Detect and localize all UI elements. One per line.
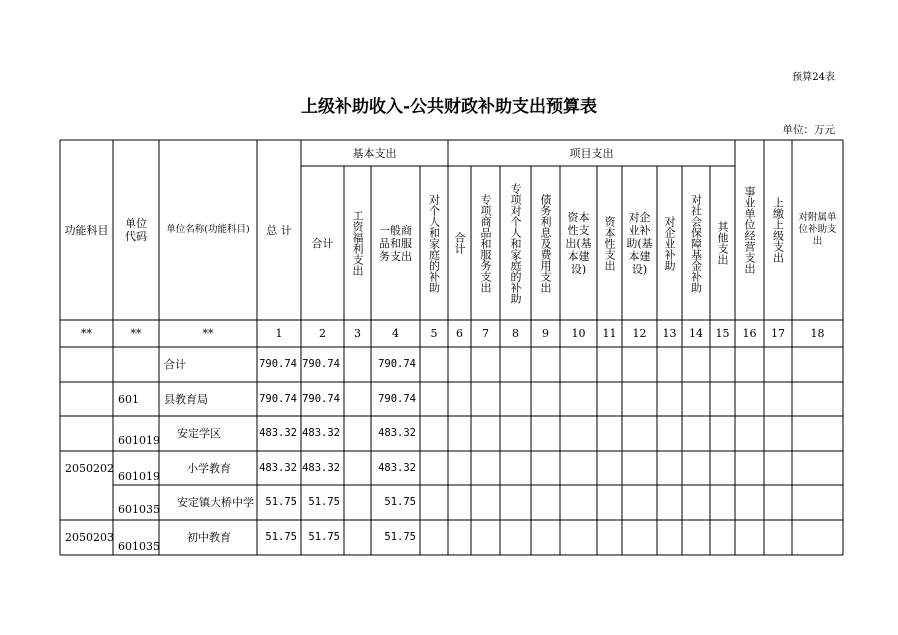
index-cell: ** [202,327,214,340]
row-general: 51.75 [384,496,416,508]
header-total: 总 计 [266,223,292,237]
row-name: 安定学区 [177,427,221,440]
row-name: 合计 [164,358,186,371]
header-special-goods: 专项商品和服务支出 [479,193,492,293]
row-code: 601019 [118,434,160,447]
row-basic-total: 483.32 [302,461,340,474]
row-code: 601035 [118,540,160,553]
header-social: 对社会保障基金补助 [689,193,703,293]
index-cell: 4 [392,327,399,340]
header-upper: 上缴上级支出 [771,197,785,263]
index-cell: 3 [354,327,361,340]
index-cell: 14 [689,327,703,340]
index-cell: ** [81,327,92,340]
header-debt: 债务利息及费用支出 [539,193,552,293]
row-total: 790.74 [259,358,297,370]
index-cell: 15 [715,327,730,340]
form-number: 预算24表 [792,72,835,83]
row-total: 483.32 [259,461,297,474]
header-other: 其他支出 [716,221,729,265]
index-cell: 8 [512,327,519,340]
row-name: 小学教育 [187,461,231,475]
index-cell: 6 [456,327,463,340]
header-unit-name: 单位名称(功能科目) [166,224,250,235]
row-name: 初中教育 [187,531,231,544]
row-basic-total: 790.74 [302,392,340,405]
index-cell: 9 [542,327,549,340]
header-capital: 资本性支出 [603,215,616,271]
header-func-subject: 功能科目 [64,223,109,237]
header-basic-group: 基本支出 [352,146,397,160]
row-code: 601035 [118,503,160,516]
row-func: 2050203 [65,531,114,544]
header-unit-code: 单位代码 [125,217,147,243]
row-name: 安定镇大桥中学 [177,496,254,509]
index-cell: 13 [662,327,677,340]
index-cell: 2 [319,327,326,340]
index-cell: 16 [742,327,757,340]
header-wage: 工资福利支出 [351,210,364,276]
row-name: 县教育局 [164,392,208,406]
unit-label: 单位：万元 [782,124,835,136]
row-basic-total: 51.75 [308,496,340,508]
row-general: 51.75 [384,531,416,543]
index-cell: 18 [810,327,825,340]
index-cell: 5 [430,327,438,340]
row-basic-total: 790.74 [302,358,340,370]
row-general: 790.74 [378,358,416,370]
row-total: 51.75 [265,496,297,508]
row-code: 601019 [118,470,160,483]
row-total: 790.74 [259,392,297,405]
row-total: 483.32 [259,427,297,439]
header-general-goods: 一般商品和服务支出 [379,223,412,263]
index-cell: 12 [632,327,647,340]
index-cell: 7 [482,327,489,340]
header-project-group: 项目支出 [569,146,614,160]
index-cell: 1 [275,327,283,340]
header-special-personal: 专项对个人和家庭的补助 [509,182,522,304]
header-capital-basic: 资本性支出(基本建设) [565,210,592,276]
header-project-total: 合计 [453,232,466,254]
header-basic-personal: 对个人和家庭的补助 [427,193,441,293]
row-basic-total: 51.75 [308,531,340,543]
row-basic-total: 483.32 [302,427,340,439]
row-total: 51.75 [265,531,297,543]
header-basic-total: 合计 [311,236,334,250]
index-cell: 10 [571,327,586,340]
header-enterprise: 对企业补助 [663,215,676,271]
header-affiliated: 对附属单位补助支出 [798,212,837,247]
row-func: 2050202 [65,461,114,475]
row-code: 601 [118,392,139,406]
index-cell: 11 [602,327,617,340]
index-cell: ** [130,327,142,340]
index-cell: 17 [771,327,785,340]
row-general: 483.32 [378,461,416,474]
header-business: 事业单位经营支出 [743,186,756,274]
row-general: 790.74 [378,392,416,405]
header-enterprise-basic: 对企业补助(基本建设) [626,210,653,276]
page-title: 上级补助收入-公共财政补助支出预算表 [300,97,598,117]
row-general: 483.32 [378,427,416,439]
